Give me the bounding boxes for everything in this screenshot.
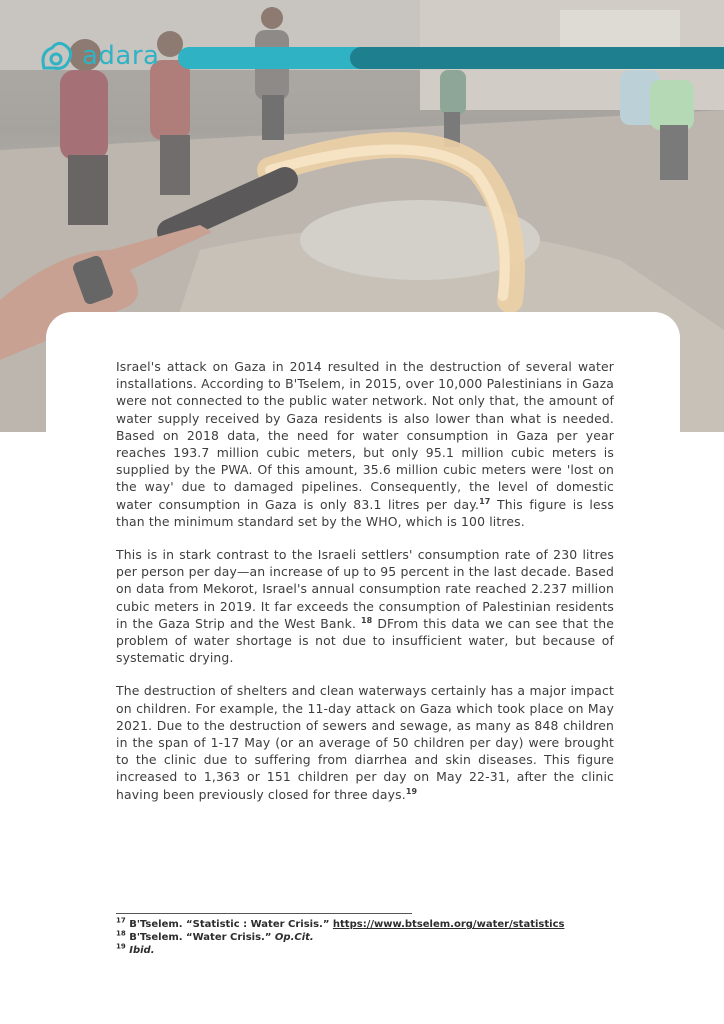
paragraph: This is in stark contrast to the Israeli settlers' consumption rate of 230 litres per person per day—an increase of up to 95 percent in the last decade. Based on data from Mekorot, Israel's annual consumption rate reached 2.237 million cubic meters in 2019. It far exceeds the consumption of Palestinian residents in the Gaza Strip and the West Bank. $^{18}$ DFrom this data we can see that the problem of water shortage is not due to insufficient water, but because of systematic drying.	[116, 547, 614, 666]
brand-name: adara	[82, 41, 160, 71]
footnote-link[interactable]: https://www.btselem.org/water/statistics	[332, 919, 565, 930]
brand-logo	[36, 38, 160, 74]
footnote-divider	[116, 913, 412, 914]
footnote-ref[interactable]: 17	[479, 496, 491, 506]
paragraph: The destruction of shelters and clean waterways certainly has a major impact on children. For example, the 11-day attack on Gaza which took place on May 2021. Due to the destruction of sewers and sewage, as many as 848 children in the span of 1-17 May (or an average of 50 children per day) were brought to the clinic due to suffering from diarrhea and skin diseases. This figure increased to 1,363 or 151 children per day on May 22-31, after the clinic having been previously closed for three days.$^{19}$	[116, 683, 614, 802]
footnote-item: $^{17}$ B'Tselem. “Statistic : Water Crisis.” https://www.btselem.org/water/statistics	[116, 916, 565, 930]
article-body	[116, 358, 614, 819]
footnotes	[116, 918, 616, 957]
footnote-item: $^{19}$ Ibid.	[116, 942, 155, 956]
footnote-ref[interactable]: 19	[405, 786, 418, 796]
header-accent-bar-dark	[350, 47, 724, 69]
paragraph: Israel's attack on Gaza in 2014 resulted in the destruction of several water installations. According to B'Tselem, in 2015, over 10,000 Palestinians in Gaza were not connected to the public water network. Not only that, the amount of water supply received by Gaza residents is also lower than what is needed. Based on 2018 data, the need for water consumption in Gaza per year reaches 193.7 million cubic meters, but only 95.1 million cubic meters is supplied by the PWA. Of this amount, 35.6 million cubic meters were 'lost on the way' due to damaged pipelines. Consequently, the level of domestic water consumption in Gaza is only 83.1 litres per day.$^{17}$ This figure is less than the minimum standard set by the WHO, which is 100 litres.	[116, 359, 614, 529]
footnote-item: $^{18}$ B'Tselem. “Water Crisis.” Op.Cit.	[116, 929, 314, 943]
adara-logo-icon	[36, 38, 76, 74]
footnote-ref[interactable]: 18	[360, 615, 373, 625]
